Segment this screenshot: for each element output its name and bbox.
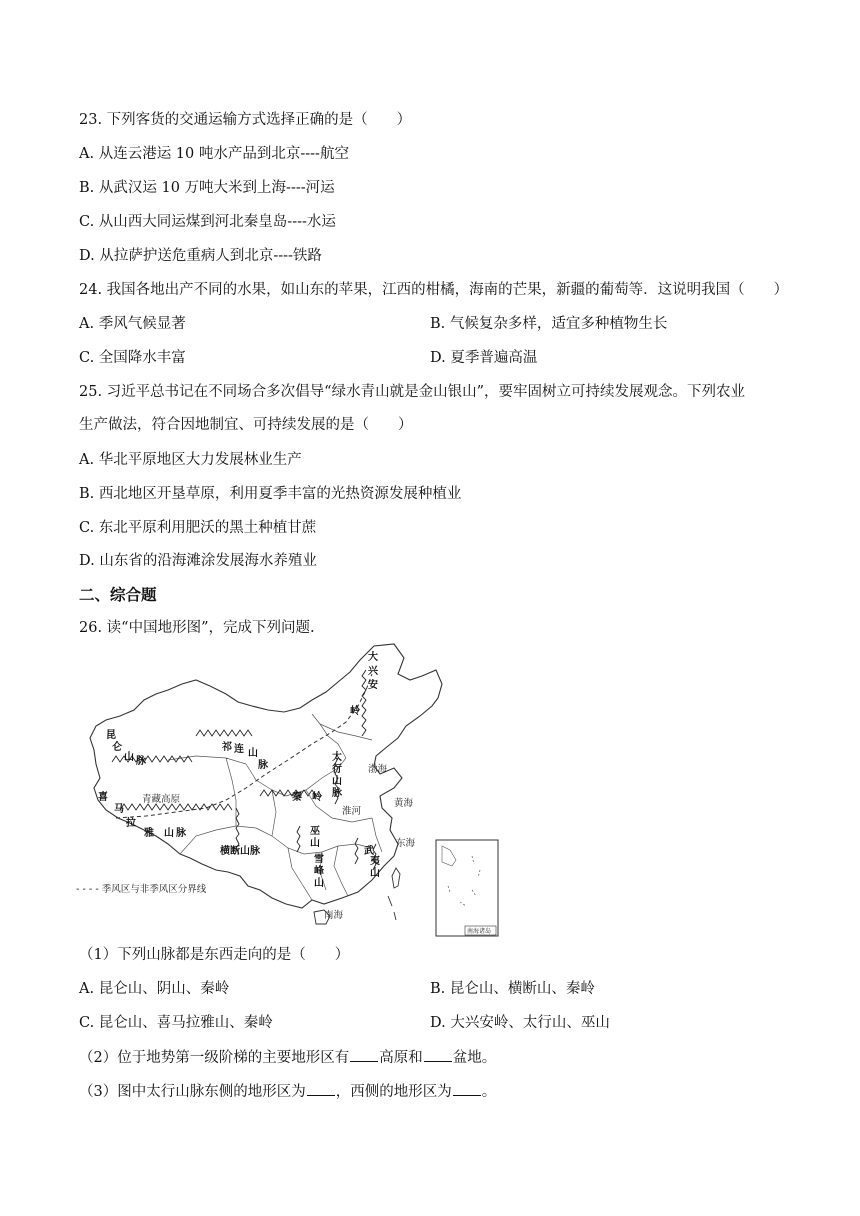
label-nanhai: 南海 <box>324 910 344 921</box>
q26-sub3-part1: （3）图中太行山脉东侧的地形区为 <box>79 1084 306 1100</box>
section-heading: 二、综合题 <box>79 586 157 604</box>
label-qingzang: 青藏高原 <box>142 794 181 805</box>
q23-option-a: A. 从连云港运 10 吨水产品到北京----航空 <box>79 146 349 162</box>
q26-sub2 <box>79 1047 496 1068</box>
label-daxinganling-3: 安 <box>368 680 378 691</box>
label-wuyi-3: 山 <box>370 868 380 879</box>
q26-sub3-blank1[interactable] <box>307 1081 335 1096</box>
q26-sub2-blank2[interactable] <box>424 1047 452 1062</box>
label-wuyi-1: 武 <box>364 846 374 857</box>
q26-sub3 <box>79 1081 496 1102</box>
q24-option-b: B. 气候复杂多样，适宜多种植物生长 <box>430 316 668 332</box>
label-wushan-2: 山 <box>310 838 320 849</box>
q23-option-d: D. 从拉萨护送危重病人到北京----铁路 <box>79 248 322 264</box>
q25-option-a: A. 华北平原地区大力发展林业生产 <box>79 452 302 468</box>
label-hengduan: 横断山脉 <box>220 846 260 857</box>
label-qinling: 秦 岭 <box>292 792 322 803</box>
map-legend: - - - - 季风区与非季风区分界线 <box>76 884 207 895</box>
q26-sub1-stem: （1）下列山脉都是东西走向的是（ ） <box>79 947 350 963</box>
label-wuyi-2: 夷 <box>370 856 380 867</box>
label-xuefeng-3: 山 <box>314 878 324 889</box>
q23-option-b: B. 从武汉运 10 万吨大米到上海----河运 <box>79 180 335 196</box>
q26-sub2-part2: 高原和 <box>379 1050 423 1066</box>
label-xuefeng-1: 雪 <box>314 854 324 865</box>
label-taihang <box>332 750 343 799</box>
label-ximalaya-1: 喜 <box>98 792 108 803</box>
label-huanghai: 黄海 <box>394 798 414 809</box>
q24-option-a: A. 季风气候显著 <box>79 316 186 332</box>
label-qilian-4: 脉 <box>258 760 268 771</box>
q25-stem-line2: 生产做法，符合因地制宜、可持续发展的是（ ） <box>79 417 413 433</box>
label-ximalaya-3: 拉 <box>126 818 136 829</box>
label-ximalaya-4: 雅 <box>144 828 154 839</box>
q26-sub1-option-c: C. 昆仑山、喜马拉雅山、秦岭 <box>79 1015 273 1031</box>
q24-stem: 24. 我国各地出产不同的水果，如山东的苹果，江西的柑橘，海南的芒果，新疆的葡萄等．这说明我国（ ） <box>79 282 789 298</box>
q26-sub2-blank1[interactable] <box>350 1047 378 1062</box>
label-daxinganling-2: 兴 <box>368 666 378 677</box>
inset-label: 南海诸岛 <box>467 928 492 935</box>
label-taihang-2: 行 <box>332 764 342 775</box>
q25-option-c: C. 东北平原利用肥沃的黑土种植甘蔗 <box>79 520 317 536</box>
label-wushan-1: 巫 <box>310 826 320 837</box>
label-taihang-4: 脉 <box>332 788 342 799</box>
china-outline <box>90 644 442 908</box>
q26-sub3-part3: 。 <box>481 1084 497 1100</box>
label-huaihe: 淮河 <box>342 806 362 817</box>
q26-sub2-part1: （2）位于地势第一级阶梯的主要地形区有 <box>79 1050 350 1066</box>
q24-option-c: C. 全国降水丰富 <box>79 350 186 366</box>
q26-sub1-option-b: B. 昆仑山、横断山、秦岭 <box>430 981 595 997</box>
label-kunlun-1: 昆 <box>106 730 116 741</box>
label-kunlun-3: 山 <box>124 752 134 763</box>
q26-sub3-blank2[interactable] <box>453 1081 481 1096</box>
q25-stem-line1: 25. 习近平总书记在不同场合多次倡导“绿水青山就是金山银山”，要牢固树立可持续发展观念。下列农业 <box>79 384 745 400</box>
south-sea-line <box>388 896 396 920</box>
label-ximalaya-6: 脉 <box>176 828 186 839</box>
china-terrain-map <box>76 640 506 940</box>
q26-sub3-part2: ，西侧的地形区为 <box>335 1084 452 1100</box>
label-taihang-1: 太 <box>332 752 342 763</box>
label-bohai: 渤海 <box>368 764 388 775</box>
south-sea-inset <box>436 840 498 936</box>
q23-stem: 23. 下列客货的交通运输方式选择正确的是（ ） <box>79 112 412 128</box>
q23-option-c: C. 从山西大同运煤到河北秦皇岛----水运 <box>79 214 336 230</box>
label-donghai: 东海 <box>396 838 416 849</box>
label-kunlun-4: 脉 <box>136 756 146 767</box>
label-qilian-2: 连 <box>234 744 244 755</box>
q26-sub2-part3: 盆地。 <box>452 1050 497 1066</box>
q25-option-d: D. 山东省的沿海滩涂发展海水养殖业 <box>79 553 317 569</box>
q24-option-d: D. 夏季普遍高温 <box>430 350 538 366</box>
label-taihang-3: 山 <box>332 776 342 787</box>
label-ximalaya-5: 山 <box>164 828 174 839</box>
q26-sub1-option-d: D. 大兴安岭、太行山、巫山 <box>430 1015 610 1031</box>
label-daxinganling-1: 大 <box>368 652 378 663</box>
label-daxinganling-4: 岭 <box>350 706 360 717</box>
q26-sub1-option-a: A. 昆仑山、阴山、秦岭 <box>79 981 230 997</box>
taiwan-island <box>392 868 400 888</box>
label-ximalaya-2: 马 <box>114 804 124 815</box>
label-kunlun-2: 仑 <box>112 742 122 753</box>
label-qilian-3: 山 <box>248 748 258 759</box>
q25-option-b: B. 西北地区开垦草原，利用夏季丰富的光热资源发展种植业 <box>79 486 462 502</box>
label-xuefeng <box>314 852 324 889</box>
label-qilian-1: 祁 <box>222 742 232 753</box>
q26-stem: 26. 读“中国地形图”，完成下列问题. <box>79 620 315 636</box>
label-xuefeng-2: 峰 <box>314 866 324 877</box>
